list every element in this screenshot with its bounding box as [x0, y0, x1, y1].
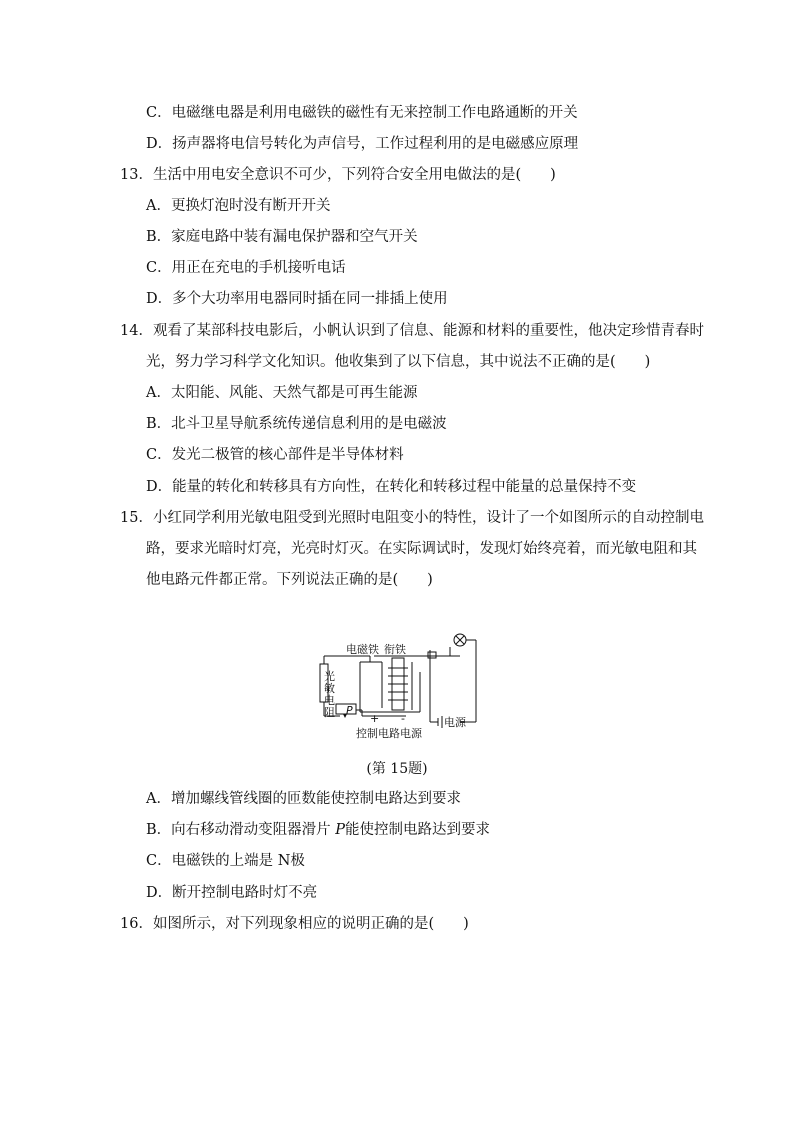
label-minus: - [401, 712, 405, 725]
label-power: 电源 [444, 716, 466, 729]
prev-option-d: D．扬声器将电信号转化为声信号，工作过程利用的是电磁感应原理 [146, 136, 579, 152]
question-14-option-c: C．发光二极管的核心部件是半导体材料 [146, 447, 404, 463]
prev-option-c: C．电磁继电器是利用电磁铁的磁性有无来控制工作电路通断的开关 [146, 105, 578, 121]
question-15-option-a: A．增加螺线管线圈的匝数能使控制电路达到要求 [146, 791, 461, 807]
question-14-stem-line2: 光，努力学习科学文化知识。他收集到了以下信息，其中说法不正确的是( ) [146, 354, 651, 370]
question-15-stem-line3: 他电路元件都正常。下列说法正确的是( ) [146, 572, 433, 588]
question-13-option-a: A．更换灯泡时没有断开开关 [146, 198, 331, 214]
question-13-option-c: C．用正在充电的手机接听电话 [146, 260, 346, 276]
label-slider-p: P [346, 704, 353, 717]
question-16-stem: 16．如图所示，对下列现象相应的说明正确的是( ) [120, 916, 469, 932]
question-15-option-b [146, 820, 490, 840]
question-14-stem-line1: 14．观看了某部科技电影后，小帆认识到了信息、能源和材料的重要性，他决定珍惜青春时 [120, 323, 704, 339]
option-b-text-pre: B．向右移动滑动变阻器滑片 [146, 822, 336, 838]
question-15-option-c: C．电磁铁的上端是 N极 [146, 853, 305, 869]
circuit-diagram [300, 632, 500, 747]
question-15-stem-line2: 路，要求光暗时灯亮，光亮时灯灭。在实际调试时，发现灯始终亮着，而光敏电阻和其 [146, 541, 697, 557]
question-15-option-d: D．断开控制电路时灯不亮 [146, 885, 318, 901]
question-13-stem: 13．生活中用电安全意识不可少，下列符合安全用电做法的是( ) [120, 167, 556, 183]
label-control-source: 控制电路电源 [356, 727, 422, 740]
question-13-option-d: D．多个大功率用电器同时插在同一排插上使用 [146, 291, 448, 307]
question-15-stem-line1: 15．小红同学利用光敏电阻受到光照时电阻变小的特性，设计了一个如图所示的自动控制电 [120, 510, 704, 526]
label-photo-2: 敏 [324, 682, 335, 695]
question-14-option-b: B．北斗卫星导航系统传递信息利用的是电磁波 [146, 416, 447, 432]
label-plus: + [370, 712, 380, 725]
question-13-option-b: B．家庭电路中装有漏电保护器和空气开关 [146, 229, 418, 245]
figure-caption: (第 15题) [366, 761, 428, 777]
option-b-text-post: 能使控制电路达到要求 [345, 822, 491, 838]
label-armature: 衔铁 [384, 643, 406, 656]
question-14-option-d: D．能量的转化和转移具有方向性，在转化和转移过程中能量的总量保持不变 [146, 479, 637, 495]
option-b-variable-p: P [335, 822, 346, 838]
label-photo-1: 光 [324, 670, 335, 683]
label-photo-4: 阻 [324, 706, 335, 719]
label-electromagnet: 电磁铁 [346, 643, 379, 656]
label-photo-3: 电 [324, 694, 335, 707]
question-14-option-a: A．太阳能、风能、天然气都是可再生能源 [146, 385, 418, 401]
